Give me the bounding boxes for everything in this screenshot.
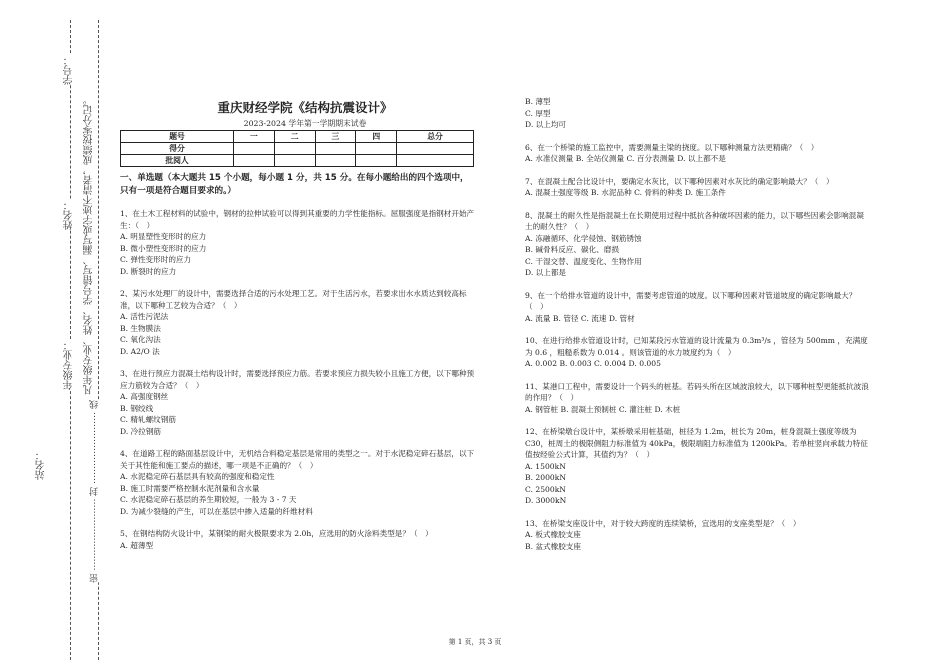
score-cell: [274, 143, 315, 155]
answer-option: A. 混凝土强度等级 B. 水泥品种 C. 骨料的种类 D. 施工条件: [525, 188, 726, 197]
score-header-cell: 三: [315, 131, 356, 143]
score-row-label: 得分: [121, 143, 234, 155]
reviewer-cell: [234, 155, 275, 167]
question: [525, 210, 870, 279]
answer-option: B. 生物膜法: [120, 323, 161, 333]
class-label: 年级专业：: [64, 340, 75, 390]
answer-option: C. 干湿交替、温度变化、生物作用: [525, 256, 642, 266]
score-header-cell: 四: [356, 131, 397, 143]
answer-option: A. 活性污泥法: [120, 312, 169, 321]
left-column: [120, 168, 475, 551]
answer-option: B. 碱骨料反应、碳化、磨损: [525, 245, 619, 254]
answer-option: A. 冻融循环、化学侵蚀、钢筋锈蚀: [525, 233, 642, 243]
question-stem: 5、在钢结构防火设计中，某钢梁的耐火极限要求为 2.0h，应选用的防火涂料类型是？（ ）: [120, 529, 433, 538]
cut-line-label: 密 ⋯⋯⋯⋯⋯⋯⋯⋯ 封 ⋯⋯⋯⋯⋯⋯⋯⋯ 线: [90, 400, 100, 583]
answer-option: D. 3000kN: [525, 496, 567, 505]
question: [525, 426, 870, 507]
question: [525, 176, 870, 199]
answer-option: C. 氧化沟法: [120, 335, 161, 344]
answer-option: B. 微小塑性变形时的应力: [120, 243, 207, 253]
answer-option: A. 钢管桩 B. 混凝土预制桩 C. 灌注桩 D. 木桩: [525, 404, 681, 414]
reviewer-cell: [315, 155, 356, 167]
answer-option: A. 高强度钢丝: [120, 392, 169, 401]
section-title: 一、单选题（本大题共 15 个小题，每小题 1 分，共 15 分。在每小题给出的四个选项中，只有一项是符合题目要求的。）: [120, 173, 469, 196]
answer-option: A. 明显塑性变形时的应力: [120, 232, 207, 241]
reviewer-row-label: 批阅人: [121, 155, 234, 167]
question-stem: 6、在一个桥梁的施工监控中，需要测量主梁的挠度。以下哪种测量方法更精确？（ ）: [525, 142, 819, 152]
score-header-cell: 二: [274, 131, 315, 143]
answer-option: D. 冷拉钢筋: [120, 426, 162, 436]
question-stem: 10、在进行给排水管道设计时，已知某段污水管道的设计流量为 0.3m³/s ，管径为 500mm ，充满度为 0.6 ，粗糙系数为 0.014 。则该管道的水力坡度约为（ ）: [525, 336, 868, 357]
question-stem: 4、在道路工程的路面基层设计中，无机结合料稳定基层是常用的类型之一。对于水泥稳定碎石基层，以下关于其性能和施工要点的描述，哪一项是不正确的？（ ）: [120, 449, 475, 470]
student-id-label: 学号：: [64, 55, 75, 85]
answer-option: C. 水泥稳定碎石基层的养生期较短，一般为 3 - 7 天: [120, 495, 297, 504]
name-label: 姓名：: [64, 200, 75, 230]
question-stem: 1、在土木工程材料的试验中，钢材的拉伸试验可以得到其重要的力学性能指标。屈服强度是指钢材开始产生：（ ）: [120, 209, 475, 230]
score-cell: [234, 143, 275, 155]
answer-option: B. 2000kN: [525, 473, 566, 482]
answer-option: C. 弹性变形时的应力: [120, 255, 192, 264]
score-cell: [397, 143, 474, 155]
right-question-list: [525, 142, 870, 553]
question: [525, 518, 870, 553]
question-stem: 7、在混凝土配合比设计中，要确定水灰比，以下哪种因素对水灰比的确定影响最大？（ ）: [525, 176, 834, 186]
score-table-header-row: [121, 131, 474, 143]
question: [525, 381, 870, 416]
question: [120, 368, 475, 437]
answer-option: C. 厚型: [525, 108, 551, 118]
reviewer-cell: [397, 155, 474, 167]
answer-option: C. 2500kN: [525, 484, 566, 494]
question: [525, 142, 870, 165]
exam-subtitle: 2023-2024 学年第一学期期末试卷: [243, 119, 367, 128]
score-cell: [356, 143, 397, 155]
school-label: 站名：: [36, 450, 47, 480]
answer-option: D. 以上都是: [525, 268, 567, 277]
answer-option: A. 1500kN: [525, 461, 566, 471]
right-continuation-options: [525, 96, 870, 131]
left-question-list: [120, 208, 475, 551]
score-header-cell: 题号: [121, 131, 234, 143]
binding-margin: [0, 0, 110, 672]
answer-option: D. 断裂时的应力: [120, 266, 177, 276]
reviewer-cell: [356, 155, 397, 167]
reviewer-row: [121, 155, 474, 167]
score-header-cell: 一: [234, 131, 275, 143]
binding-instruction: 凡年级专业、姓名、学号错写、漏写或字迹不清者，成绩按零分记。: [84, 95, 95, 395]
answer-option: D. A2/O 法: [120, 346, 160, 356]
score-header-cell: 总分: [397, 131, 474, 143]
score-row: [121, 143, 474, 155]
question-stem: 3、在进行预应力混凝土结构设计时，需要选择预应力筋。若要求预应力损失较小且施工方便，以下哪种预应力筋较为合适？（ ）: [120, 369, 475, 390]
question: [120, 288, 475, 357]
answer-option: D. 为减少裂缝的产生，可以在基层中掺入适量的纤维材料: [120, 506, 313, 516]
question: [525, 335, 870, 370]
question-stem: 2、某污水处理厂的设计中，需要选择合适的污水处理工艺。对于生活污水，若要求出水水质达到较高标准，以下哪种工艺较为合适？（ ）: [120, 289, 467, 310]
question-stem: 12、在桥梁墩台设计中，某桥墩采用桩基础，桩径为 1.2m，桩长为 20m，桩身混凝土强度等级为 C30，桩周土的极限侧阻力标准值为 40kPa，极限端阻力标准值为 1200kPa。若单桩竖向承载力特征值按经验公式计算，其值约为？（ ）: [525, 427, 868, 459]
question: [525, 290, 870, 325]
answer-option: A. 水准仪测量 B. 全站仪测量 C. 百分表测量 D. 以上都不是: [525, 154, 726, 163]
question: [120, 528, 475, 551]
answer-option: B. 钢绞线: [120, 403, 154, 413]
answer-option: C. 精轧螺纹钢筋: [120, 415, 176, 424]
reviewer-cell: [274, 155, 315, 167]
answer-option: A. 水泥稳定碎石基层具有较高的强度和稳定性: [120, 472, 275, 481]
answer-option: B. 施工时需要严格控制水泥剂量和含水量: [120, 483, 260, 493]
question-stem: 9、在一个给排水管道的设计中，需要考虑管道的坡度。以下哪种因素对管道坡度的确定影响最大？（ ）: [525, 290, 857, 311]
score-table: [120, 130, 474, 167]
question: [120, 208, 475, 277]
answer-option: B. 盆式橡胶支座: [525, 541, 581, 551]
answer-option: A. 流量 B. 管径 C. 流速 D. 管材: [525, 313, 635, 323]
answer-option: B. 薄型: [525, 97, 551, 106]
answer-option: A. 0.002 B. 0.003 C. 0.004 D. 0.005: [525, 359, 661, 368]
exam-title: 重庆财经学院《结构抗震设计》: [217, 100, 393, 115]
score-cell: [315, 143, 356, 155]
right-column: [525, 96, 870, 552]
answer-option: A. 超薄型: [120, 540, 154, 550]
answer-option: D. 以上均可: [525, 120, 567, 129]
question-stem: 13、在桥梁支座设计中，对于较大跨度的连续梁桥，宜选用的支座类型是？（ ）: [525, 518, 801, 528]
page-footer: 第 1 页，共 3 页: [448, 638, 502, 646]
question-stem: 8、混凝土的耐久性是指混凝土在长期使用过程中抵抗各种破坏因素的能力，以下哪些因素会影响混凝土的耐久性？（ ）: [525, 210, 864, 231]
question: [120, 448, 475, 517]
question-stem: 11、某港口工程中，需要设计一个码头的桩基。若码头所在区域波浪较大，以下哪种桩型更能抵抗波浪的作用？（ ）: [525, 381, 869, 402]
answer-option: A. 板式橡胶支座: [525, 530, 581, 539]
